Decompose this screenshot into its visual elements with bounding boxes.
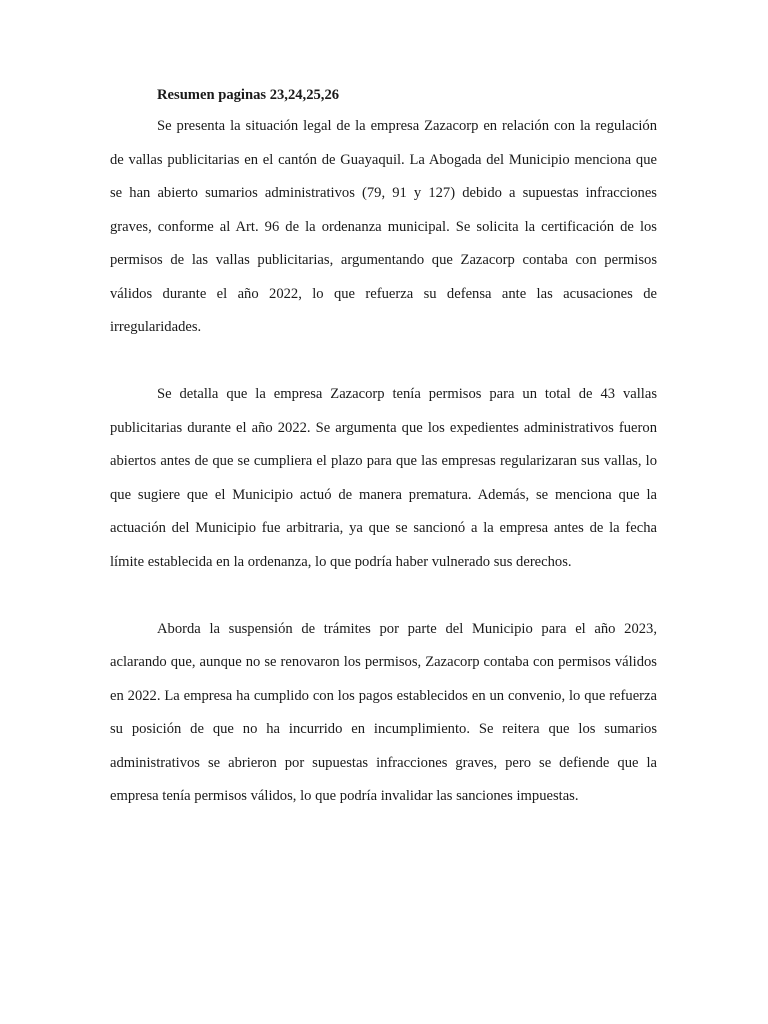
paragraph-3: Aborda la suspensión de trámites por parte del Municipio para el año 2023, aclarando que, aunque no se renovaron los permisos, Zazacorp contaba con permisos válidos en 2022. La empresa ha cumplido con los pagos establecidos en un convenio, lo que refuerza su posición de que no ha incurrido en incumplimiento. Se reitera que los sumarios administrativos se abrieron por supuestas infracciones graves, pero se defiende que la empresa tenía permisos válidos, lo que podría invalidar las sanciones impuestas. <box>110 620 657 804</box>
paragraph-2: Se detalla que la empresa Zazacorp tenía permisos para un total de 43 vallas publicitarias durante el año 2022. Se argumenta que los expedientes administrativos fueron abiertos antes de que se cumpliera el plazo para que las empresas regularizaran sus vallas, lo que sugiere que el Municipio actuó de manera prematura. Además, se menciona que la actuación del Municipio fue arbitraria, ya que se sancionó a la empresa antes de la fecha límite establecida en la ordenanza, lo que podría haber vulnerado sus derechos. <box>110 386 657 570</box>
document-body <box>110 80 657 814</box>
document-title: Resumen paginas 23,24,25,26 <box>157 87 340 103</box>
paragraph-1: Se presenta la situación legal de la empresa Zazacorp en relación con la regulación de vallas publicitarias en el cantón de Guayaquil. La Abogada del Municipio menciona que se han abierto sumarios administrativos (79, 91 y 127) debido a supuestas infracciones graves, conforme al Art. 96 de la ordenanza municipal. Se solicita la certificación de los permisos de las vallas publicitarias, argumentando que Zazacorp contaba con permisos válidos durante el año 2022, lo que refuerza su defensa ante las acusaciones de irregularidades. <box>110 118 657 335</box>
